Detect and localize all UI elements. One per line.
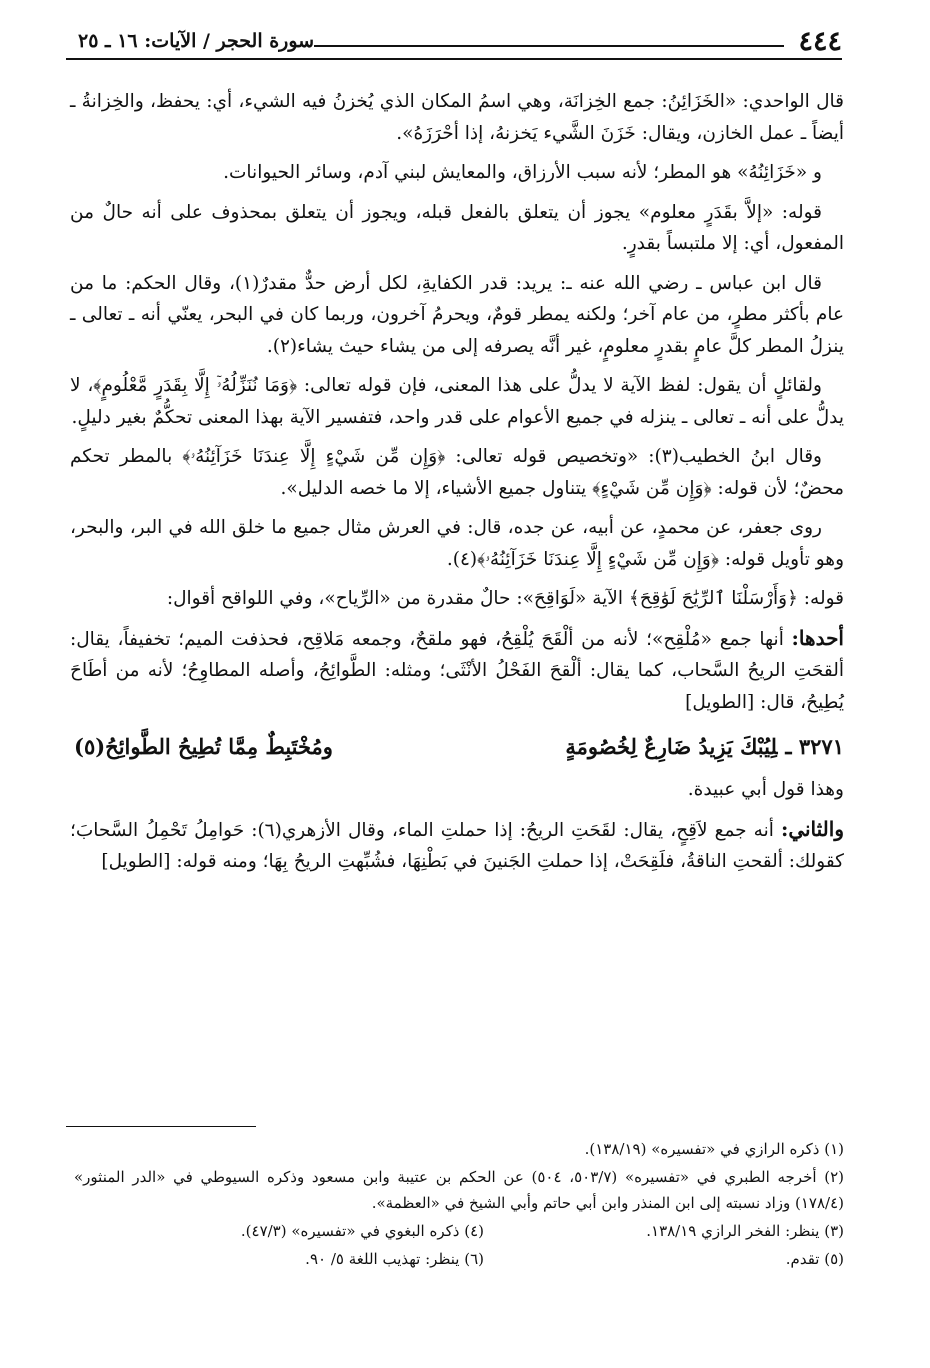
footnote-3: (٣) ينظر: الفخر الرازي ١٣٨/١٩. [646,1222,844,1240]
header-bottom-rule [66,58,842,60]
verse-first-half [565,726,844,768]
footnote-2: (٢) أخرجه الطبري في «تفسيره» (٥٠٣/٧، ٥٠٤) عن الحكم بن عتيبة وابن مسعود وذكره السيوطي في «الدر المنثور» (١٧٨/٤) وزاد نسبته إلى ابن المنذر وابن أبي حاتم وأبي الشيخ في «العظمة». [74,1168,845,1212]
footnote-1: (١) ذكره الرازي في «تفسيره» (١٣٨/١٩). [584,1140,844,1158]
paragraph-8: قوله: ﴿وَأَرْسَلْنَا ٱلرِّيَٰحَ لَوَٰقِحَ﴾ الآية «لَوَاقِحَ»: حالٌ مقدرة من «الرِّياح»، وفي اللواقح أقوال: [166,588,844,609]
footnote-6: (٦) ينظر: تهذيب اللغة ٥/ ٩٠. [305,1250,484,1268]
paragraph-3: قوله: «إلاَّ بقَدَرٍ معلوم» يجوز أن يتعلق بالفعل قبله، ويجوز أن يتعلق بمحذوف على أنه حالٌ من المفعول، أي: إلا ملتبساً بقدرٍ. [70,201,844,254]
poetry-verse [70,726,844,768]
page-header [66,24,842,58]
running-title: سورة الحجر / الآيات: ١٦ ـ ٢٥ [78,30,315,52]
footnotes [74,1136,844,1274]
verse-hemistich-1: لِيُبْكَ يَزِيدُ ضَارِعٌ لِخُصُومَةٍ [565,734,778,759]
paragraph-9-lead: أحدها: [791,625,844,650]
paragraph-9-text: أنها جمع «مُلْقِح»؛ لأنه من ألْقَحَ يُلْقِحُ، فهو ملقحٌ، وجمعه مَلاقِح، فحذفت الميم؛ تخفيفاً، يقال: ألقحَتِ الريحُ السَّحاب، كما يقال: ألْقحَ الفَحْلُ الأنْثَى؛ ومثله: الطَّوائِحُ، وأصله المطاوِحُ؛ لأنه من أطَاحَ يُطِيحُ، قال: [الطويل] [70,628,844,713]
footnote-separator [66,1126,256,1127]
footnote-row-3-4 [74,1218,844,1246]
footnote-5: (٥) تقدم. [785,1250,844,1268]
footnote-4: (٤) ذكره البغوي في «تفسيره» (٤٧/٣). [240,1222,484,1240]
page-number: ٤٤٤ [798,25,842,57]
paragraph-10-text: أنه جمع لاَقِحٍ، يقال: لقَحَتِ الريحُ: إذا حملتِ الماء، وقال الأزهري(٦): حَوامِلُ تَحْمِلُ السَّحابَ؛ كقولك: ألقحتِ الناقةُ، فلَقِحَتْ، إذا حملتِ الجَنينَ في بَطْنِهَا، فشُبِّهتِ الريحُ بِهَا؛ ومنه قوله: [الطويل] [70,819,844,872]
paragraph-1: قال الواحدي: «الخَزَائِنُ: جمع الخِزانَة، وهي اسمُ المكان الذي يُخزنُ فيه الشيء، أي: يحفظ، والخِزانةُ ـ أيضاً ـ عمل الخازن، ويقال: خَزَنَ الشَّيء يَخزنهُ، إذا أحْرَزَهُ». [70,91,844,144]
main-text [70,86,844,886]
paragraph-4: قال ابن عباس ـ رضي الله عنه ـ: يريد: قدر الكفايةِ، لكل أرض حدٌّ مقدرٌ(١)، وقال الحكم: ما من عام بأكثر مطرٍ، من عام آخر؛ ولكنه يمطر قومٌ، ويحرمُ آخرون، وربما كان في البحر، يعنّي أنه ـ تعالى ـ ينزلُ المطر كلَّ عامٍ بقدرٍ معلومٍ، غير أنَّه يصرفه إلى من يشاء حيث يشاء(٢). [70,272,844,357]
header-rule [314,45,784,47]
verse-hemistich-2: ومُخْتَبِطٌ مِمَّا تُطِيحُ الطَّوائِحُ(٥) [74,734,333,759]
footnote-row-5-6 [74,1246,844,1274]
paragraph-2: و «خَزَائِنُهُ» هو المطر؛ لأنه سبب الأرزاق، والمعايش لبني آدم، وسائر الحيوانات. [223,162,822,183]
paragraph-7: روى جعفر، عن محمدٍ، عن أبيه، عن جده، قال: في العرش مثال جميع ما خلق الله في البر، والبحر، وهو تأويل قوله: ﴿وَإِن مِّن شَيْءٍ إِلَّا عِندَنَا خَزَآئِنُهُۥ﴾(٤). [70,517,844,570]
paragraph-9 [70,623,844,719]
paragraph-10 [70,814,844,878]
after-verse-line: وهذا قول أبي عبيدة. [687,779,844,800]
paragraph-5: ولقائلٍ أن يقول: لفظ الآية لا يدلُّ على هذا المعنى، فإن قوله تعالى: ﴿وَمَا نُنَزِّلُهُۥٓ إِلَّا بِقَدَرٍ مَّعْلُومٍ﴾، لا يدلُّ على أنه ـ تعالى ـ ينزله في جميع الأعوام على قدر واحد، فتفسير الآية بهذا المعنى تحكُّمٌ بغير دليلٍ. [70,375,844,428]
paragraph-6: وقال ابنُ الخطيب(٣): «وتخصيص قوله تعالى: ﴿وَإِن مِّن شَيْءٍ إِلَّا عِندَنَا خَزَآئِنُهُۥ﴾ بالمطر تحكم محضٌ؛ لأن قوله: ﴿وَإِن مِّن شَيْءٍ﴾ يتناول جميع الأشياء، إلا ما خصه الدليل». [70,446,844,499]
verse-number: ٣٢٧١ ـ [785,734,844,759]
paragraph-10-lead: والثاني: [780,816,844,841]
